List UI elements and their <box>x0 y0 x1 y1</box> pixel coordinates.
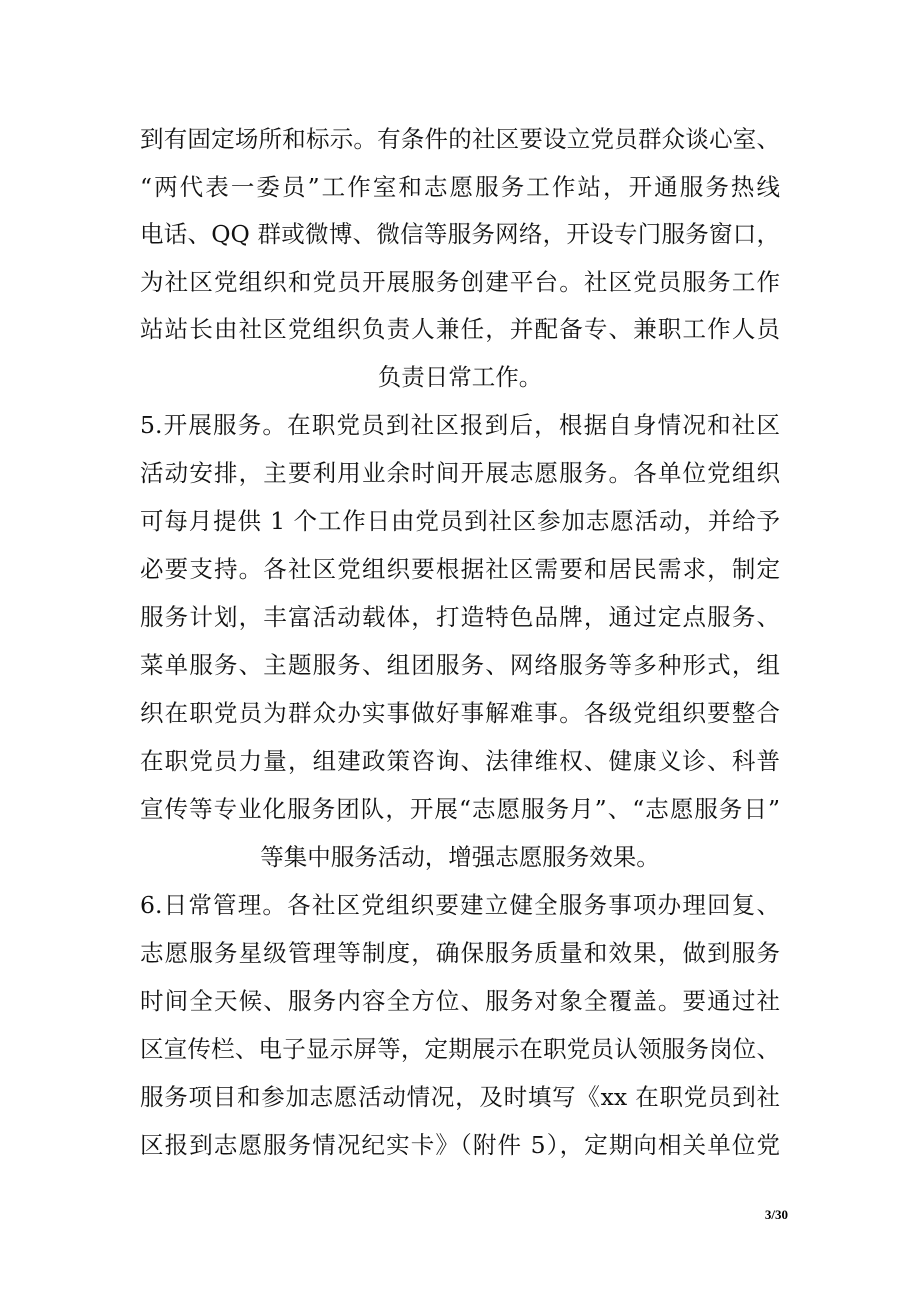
paragraph-line: 站站长由社区党组织负责人兼任，并配备专、兼职工作人员 <box>140 315 780 343</box>
page-number: 3/30 <box>764 1207 788 1222</box>
paragraph-line: 服务项目和参加志愿活动情况，及时填写《xx 在职党员到社 <box>140 1083 780 1111</box>
paragraph-line: 电话、QQ 群或微博、微信等服务网络，开设专门服务窗口， <box>140 220 780 248</box>
paragraph-line: 服务计划，丰富活动载体，打造特色品牌，通过定点服务、 <box>140 603 780 631</box>
paragraph-line: 区报到志愿服务情况纪实卡》（附件 5），定期向相关单位党 <box>140 1131 780 1159</box>
paragraph-line: 在职党员力量，组建政策咨询、法律维权、健康义诊、科普 <box>140 747 780 775</box>
paragraph-line: 菜单服务、主题服务、组团服务、网络服务等多种形式，组 <box>140 651 780 679</box>
paragraph-line: 等集中服务活动，增强志愿服务效果。 <box>260 843 660 871</box>
paragraph-line: 区宣传栏、电子显示屏等，定期展示在职党员认领服务岗位、 <box>140 1035 780 1063</box>
paragraph-line: 宣传等专业化服务团队，开展“志愿服务月”、“志愿服务日” <box>140 795 780 823</box>
paragraph-line: 为社区党组织和党员开展服务创建平台。社区党员服务工作 <box>140 268 780 296</box>
paragraph-line: 5.开展服务。在职党员到社区报到后，根据自身情况和社区 <box>140 411 780 439</box>
paragraph-line: 负责日常工作。 <box>377 363 543 391</box>
paragraph-line: 活动安排，主要利用业余时间开展志愿服务。各单位党组织 <box>140 459 780 487</box>
paragraph-line: 必要支持。各社区党组织要根据社区需要和居民需求，制定 <box>140 555 780 583</box>
paragraph-line: 志愿服务星级管理等制度，确保服务质量和效果，做到服务 <box>140 939 780 967</box>
paragraph-line: 时间全天候、服务内容全方位、服务对象全覆盖。要通过社 <box>140 987 780 1015</box>
paragraph-line: 织在职党员为群众办实事做好事解难事。各级党组织要整合 <box>140 699 780 727</box>
paragraph-line: 到有固定场所和标示。有条件的社区要设立党员群众谈心室、 <box>140 125 780 153</box>
paragraph-line: “两代表一委员”工作室和志愿服务工作站，开通服务热线 <box>140 173 780 201</box>
paragraph-line: 可每月提供 1 个工作日由党员到社区参加志愿活动，并给予 <box>140 507 780 535</box>
paragraph-line: 6.日常管理。各社区党组织要建立健全服务事项办理回复、 <box>140 891 780 919</box>
